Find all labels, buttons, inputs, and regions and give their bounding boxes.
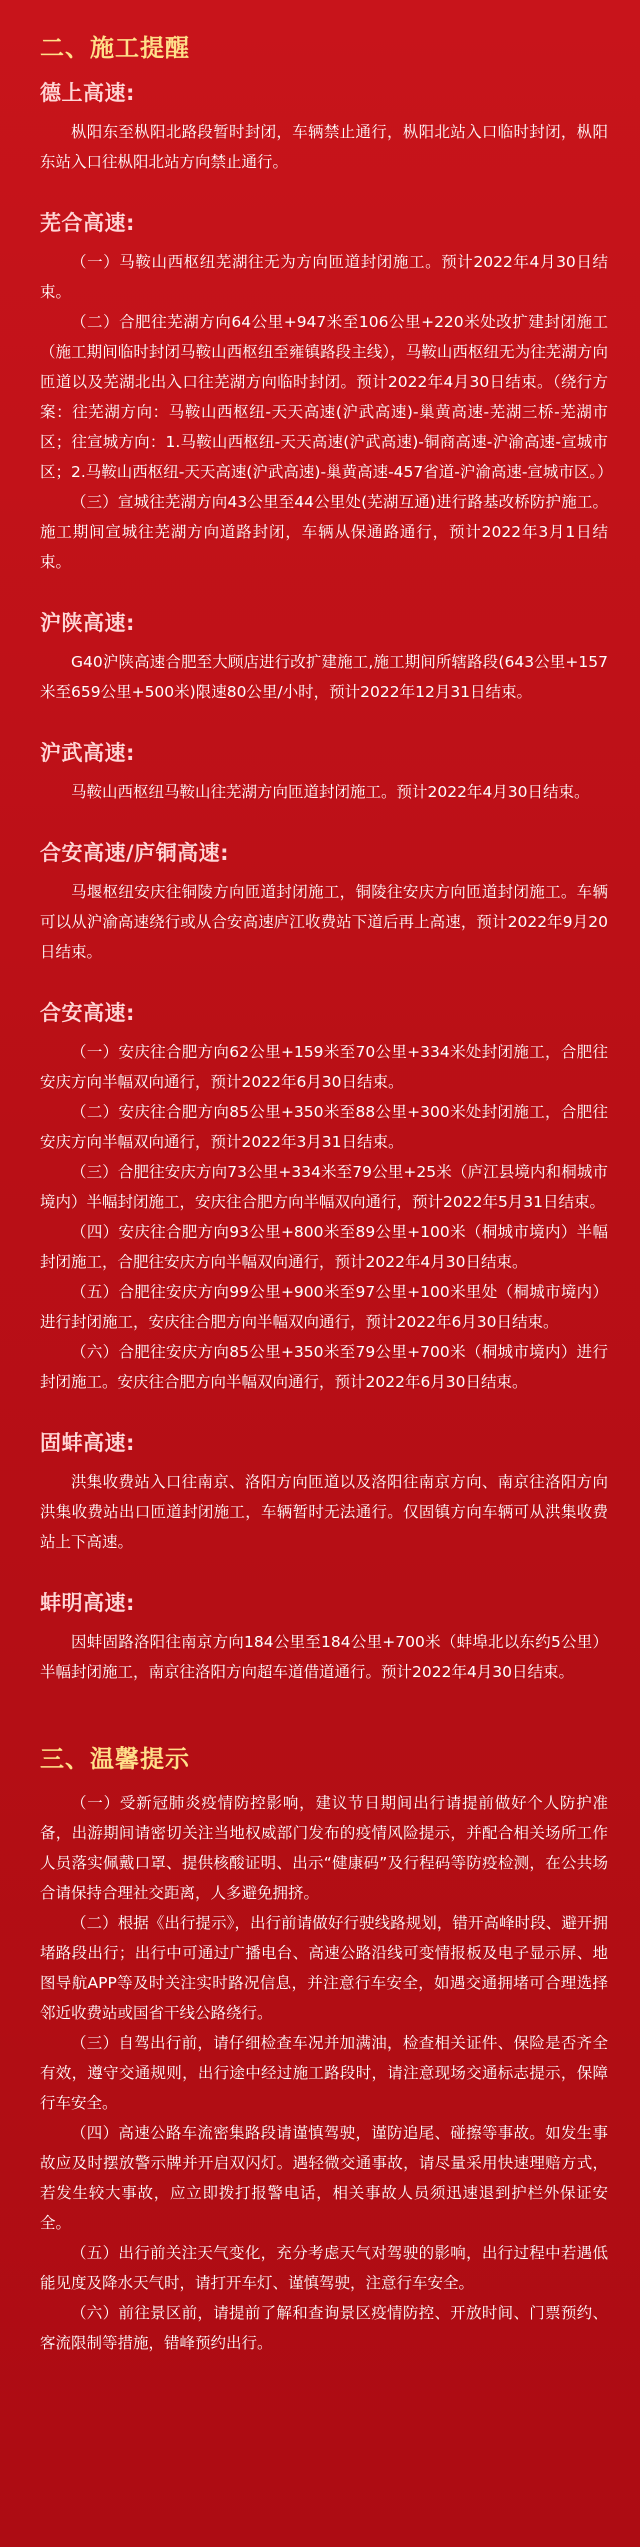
notice-paragraph: G40沪陕高速合肥至大顾店进行改扩建施工,施工期间所辖路段(643公里+157米至659公里+500米)限速80公里/小时，预计2022年12月31日结束。 bbox=[40, 653, 608, 701]
road-group bbox=[40, 207, 613, 577]
road-group bbox=[40, 997, 608, 1397]
notice-paragraph: 马堰枢纽安庆往铜陵方向匝道封闭施工，铜陵往安庆方向匝道封闭施工。车辆可以从沪渝高速绕行或从合安高速庐江收费站下道后再上高速，预计2022年9月20日结束。 bbox=[40, 883, 608, 961]
road-name: 沪陕高速: bbox=[40, 611, 135, 635]
road-group bbox=[40, 77, 608, 177]
construction-groups bbox=[40, 77, 613, 1687]
tip-paragraph: （三）自驾出行前，请仔细检查车况并加满油，检查相关证件、保险是否齐全有效，遵守交通规则，出行途中经过施工路段时，请注意现场交通标志提示，保障行车安全。 bbox=[40, 2034, 608, 2112]
road-group bbox=[40, 737, 608, 807]
notice-paragraph: 枞阳东至枞阳北路段暂时封闭，车辆禁止通行，枞阳北站入口临时封闭，枞阳东站入口往枞阳北站方向禁止通行。 bbox=[40, 123, 608, 171]
notice-paragraph: （一）安庆往合肥方向62公里+159米至70公里+334米处封闭施工，合肥往安庆方向半幅双向通行，预计2022年6月30日结束。 bbox=[40, 1043, 608, 1091]
notice-paragraph: （二）合肥往芜湖方向64公里+947米至106公里+220米处改扩建封闭施工（施工期间临时封闭马鞍山西枢纽至雍镇路段主线），马鞍山西枢纽无为往芜湖方向匝道以及芜湖北出入口往芜湖方向临时封闭。预计2022年4月30日结束。（绕行方案：往芜湖方向：马鞍山西枢纽-天天高速(沪武高速)-巢黄高速-芜湖三桥-芜湖市区；往宣城方向：1.马鞍山西枢纽-天天高速(沪武高速)-铜商高速-沪渝高速-宣城市区；2.马鞍山西枢纽-天天高速(沪武高速)-巢黄高速-457省道-沪渝高速-宣城市区。） bbox=[40, 313, 613, 481]
tip-paragraph: （五）出行前关注天气变化，充分考虑天气对驾驶的影响，出行过程中若遇低能见度及降水天气时，请打开车灯、谨慎驾驶，注意行车安全。 bbox=[40, 2244, 608, 2292]
tip-paragraph: （一）受新冠肺炎疫情防控影响，建议节日期间出行请提前做好个人防护准备，出游期间请密切关注当地权威部门发布的疫情风险提示，并配合相关场所工作人员落实佩戴口罩、提供核酸证明、出示“健康码”及行程码等防疫检测，在公共场合请保持合理社交距离，人多避免拥挤。 bbox=[40, 1794, 608, 1902]
road-group bbox=[40, 607, 608, 707]
tip-paragraph: （四）高速公路车流密集路段请谨慎驾驶，谨防追尾、碰擦等事故。如发生事故应及时摆放警示牌并开启双闪灯。遇轻微交通事故，请尽量采用快速理赔方式，若发生较大事故，应立即拨打报警电话，相关事故人员须迅速退到护栏外保证安全。 bbox=[40, 2124, 608, 2232]
notice-paragraph: （二）安庆往合肥方向85公里+350米至88公里+300米处封闭施工，合肥往安庆方向半幅双向通行，预计2022年3月31日结束。 bbox=[40, 1103, 608, 1151]
road-name: 合安高速/庐铜高速: bbox=[40, 841, 230, 865]
road-group bbox=[40, 1587, 608, 1687]
road-group bbox=[40, 1427, 608, 1557]
notice-paragraph: （五）合肥往安庆方向99公里+900米至97公里+100米里处（桐城市境内）进行封闭施工，安庆往合肥方向半幅双向通行，预计2022年6月30日结束。 bbox=[40, 1283, 608, 1331]
notice-paragraph: （六）合肥往安庆方向85公里+350米至79公里+700米（桐城市境内）进行封闭施工。安庆往合肥方向半幅双向通行，预计2022年6月30日结束。 bbox=[40, 1343, 608, 1391]
notice-paragraph: 洪集收费站入口往南京、洛阳方向匝道以及洛阳往南京方向、南京往洛阳方向洪集收费站出口匝道封闭施工，车辆暂时无法通行。仅固镇方向车辆可从洪集收费站上下高速。 bbox=[40, 1473, 608, 1551]
notice-paragraph: （四）安庆往合肥方向93公里+800米至89公里+100米（桐城市境内）半幅封闭施工，合肥往安庆方向半幅双向通行，预计2022年4月30日结束。 bbox=[40, 1223, 608, 1271]
road-name: 沪武高速: bbox=[40, 741, 135, 765]
notice-paragraph: 因蚌固路洛阳往南京方向184公里至184公里+700米（蚌埠北以东约5公里）半幅封闭施工，南京往洛阳方向超车道借道通行。预计2022年4月30日结束。 bbox=[40, 1633, 608, 1681]
notice-paragraph: （三）宣城往芜湖方向43公里至44公里处(芜湖互通)进行路基改桥防护施工。施工期间宣城往芜湖方向道路封闭，车辆从保通路通行，预计2022年3月1日结束。 bbox=[40, 493, 608, 571]
road-group bbox=[40, 837, 608, 967]
road-name: 蚌明高速: bbox=[40, 1591, 135, 1615]
road-name: 合安高速: bbox=[40, 1001, 135, 1025]
section-title-tips: 三、温馨提示 bbox=[40, 1745, 190, 1773]
notice-paragraph: （一）马鞍山西枢纽芜湖往无为方向匝道封闭施工。预计2022年4月30日结束。 bbox=[40, 253, 608, 301]
road-name: 芜合高速: bbox=[40, 211, 135, 235]
notice-paragraph: （三）合肥往安庆方向73公里+334米至79公里+25米（庐江县境内和桐城市境内）半幅封闭施工，安庆往合肥方向半幅双向通行，预计2022年5月31日结束。 bbox=[40, 1163, 608, 1211]
tips-list bbox=[40, 1788, 608, 2358]
section-title-construction: 二、施工提醒 bbox=[40, 34, 190, 62]
road-name: 德上高速: bbox=[40, 81, 135, 105]
notice-paragraph: 马鞍山西枢纽马鞍山往芜湖方向匝道封闭施工。预计2022年4月30日结束。 bbox=[71, 783, 590, 801]
tip-paragraph: （二）根据《出行提示》，出行前请做好行驶线路规划，错开高峰时段、避开拥堵路段出行；出行中可通过广播电台、高速公路沿线可变情报板及电子显示屏、地图导航APP等及时关注实时路况信息，并注意行车安全，如遇交通拥堵可合理选择邻近收费站或国省干线公路绕行。 bbox=[40, 1914, 608, 2022]
tip-paragraph: （六）前往景区前，请提前了解和查询景区疫情防控、开放时间、门票预约、客流限制等措施，错峰预约出行。 bbox=[40, 2304, 608, 2352]
road-name: 固蚌高速: bbox=[40, 1431, 135, 1455]
